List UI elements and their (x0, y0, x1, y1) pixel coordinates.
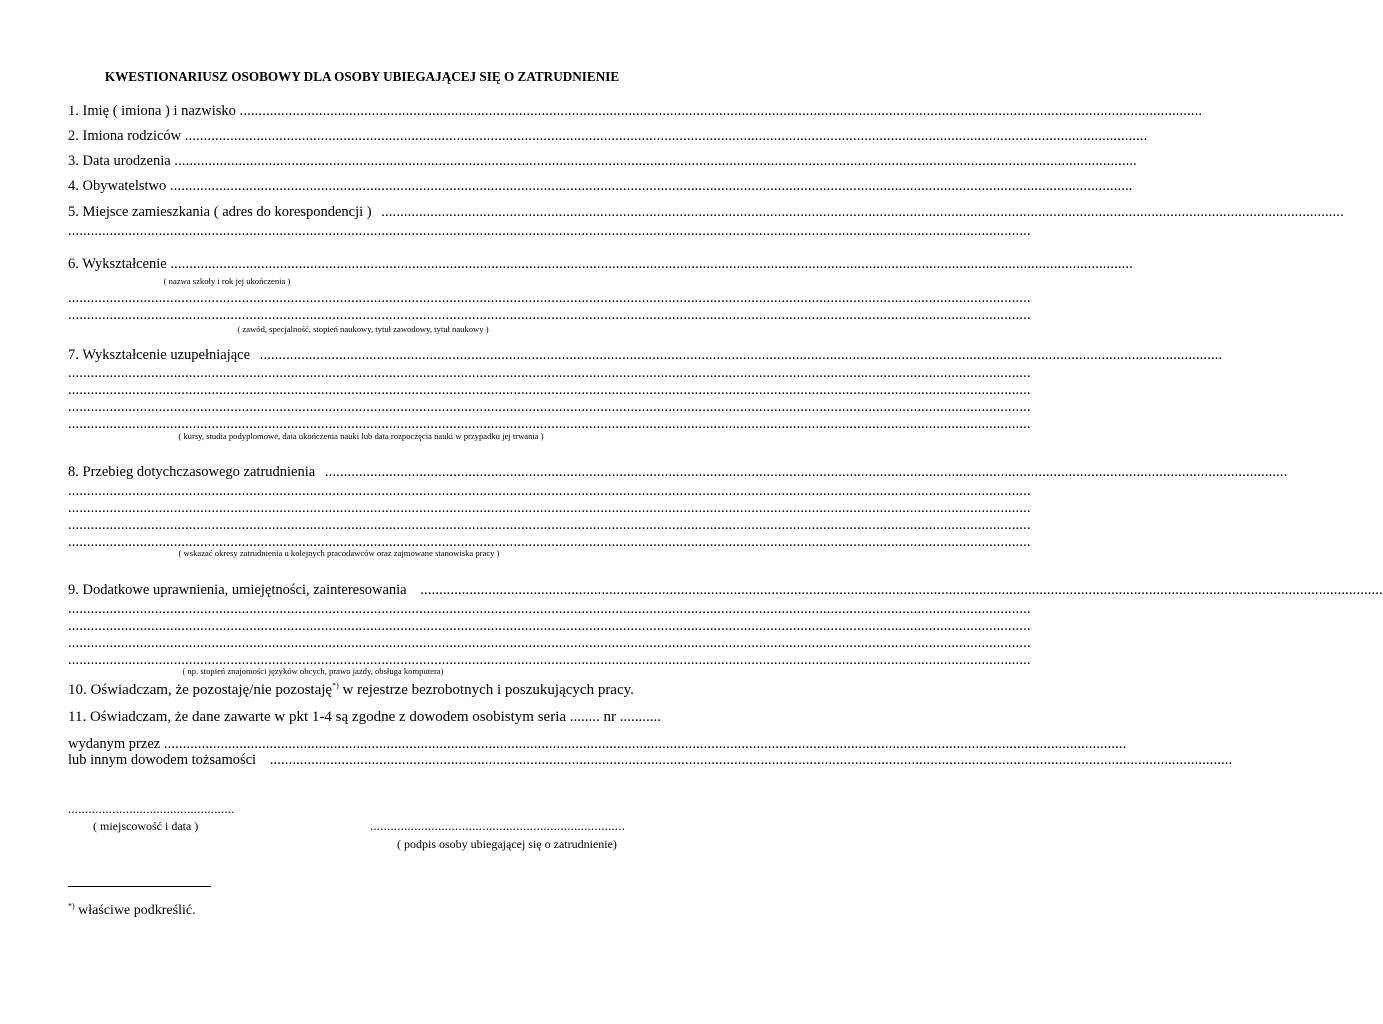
field-education-hint-profession: ( zawód, specjalność, stopień naukowy, tytuł zawodowy, tytuł naukowy ) (237, 324, 489, 334)
statement-unemployment-text-a: 10. Oświadczam, że pozostaję/nie pozostaję (68, 682, 333, 698)
field-additional-education-fill[interactable]: ............................................................................................................................................................................................................................................................... (259, 347, 1223, 363)
field-name-label: 1. Imię ( imiona ) i nazwisko (68, 103, 236, 119)
field-citizenship-fill[interactable]: ............................................................................................................................................................................................................................................................... (169, 178, 1133, 194)
place-date-label: ( miejscowość i data ) (93, 819, 199, 833)
document-title: KWESTIONARIUSZ OSOBOWY DLA OSOBY UBIEGAJĄCEJ SIĘ O ZATRUDNIENIE (104, 69, 620, 84)
field-citizenship-label: 4. Obywatelstwo (68, 178, 167, 194)
field-additional-education-line-4[interactable]: ............................................................................................................................................................................................................................................................... (68, 399, 1031, 415)
field-address-label: 5. Miejsce zamieszkania ( adres do korespondencji ) (68, 204, 372, 220)
field-skills-line-5[interactable]: ............................................................................................................................................................................................................................................................... (68, 652, 1031, 668)
field-additional-education-label: 7. Wykształcenie uzupełniające (68, 347, 251, 363)
field-other-id-row (68, 751, 1233, 769)
field-additional-education-line-5[interactable]: ............................................................................................................................................................................................................................................................... (68, 416, 1031, 432)
field-skills-line-4[interactable]: ............................................................................................................................................................................................................................................................... (68, 635, 1031, 651)
footnote-divider (68, 886, 211, 887)
field-education-label: 6. Wykształcenie (68, 256, 167, 272)
field-additional-education-row (68, 346, 1223, 364)
field-employment-hint: ( wskazać okresy zatrudnienia u kolejnych pracodawców oraz zajmowane stanowiska pracy ) (178, 548, 500, 558)
field-skills-hint: ( np. stopień znajomości języków obcych, prawo jazdy, obsługa komputera) (182, 666, 444, 676)
footnote-mark: *) (68, 901, 75, 911)
statement-unemployment-text-b: w rejestrze bezrobotnych i poszukujących pracy. (338, 682, 634, 698)
field-birthdate-label: 3. Data urodzenia (68, 153, 171, 169)
field-address-line-2[interactable]: ............................................................................................................................................................................................................................................................... (68, 223, 1031, 239)
field-employment-line-3[interactable]: ............................................................................................................................................................................................................................................................... (68, 500, 1031, 516)
field-issued-by-fill[interactable]: ............................................................................................................................................................................................................................................................... (163, 736, 1127, 752)
field-education-row (68, 255, 1133, 273)
field-citizenship-row (68, 177, 1133, 195)
field-employment-label: 8. Przebieg dotychczasowego zatrudnienia (68, 464, 316, 480)
field-address-row (68, 203, 1344, 221)
field-issued-by-label: wydanym przez (68, 736, 161, 752)
statement-footnote-mark: *) (332, 681, 339, 690)
field-skills-fill[interactable]: ............................................................................................................................................................................................................................................................... (420, 582, 1383, 598)
field-name-row (68, 102, 1203, 120)
place-date-fill[interactable]: ................................................. (68, 801, 235, 816)
field-employment-row (68, 463, 1288, 481)
field-name-fill[interactable]: ............................................................................................................................................................................................................................................................... (239, 103, 1203, 119)
field-other-id-label: lub innym dowodem tożsamości (68, 752, 257, 768)
field-additional-education-hint: ( kursy, studia podyplomowe, data ukończenia nauki lub data rozpoczęcia nauki w przypadku jej trwania ) (178, 431, 544, 441)
field-parents-label: 2. Imiona rodziców (68, 128, 182, 144)
field-other-id-fill[interactable]: ............................................................................................................................................................................................................................................................... (269, 752, 1233, 768)
statement-id-document: 11. Oświadczam, że dane zawarte w pkt 1-4 są zgodne z dowodem osobistym seria ........ nr ........... (68, 709, 662, 725)
field-education-fill[interactable]: ............................................................................................................................................................................................................................................................... (170, 256, 1133, 272)
field-birthdate-fill[interactable]: ............................................................................................................................................................................................................................................................... (174, 153, 1137, 169)
footnote (68, 902, 196, 920)
statement-unemployment-register (68, 681, 668, 699)
field-address-fill[interactable]: ............................................................................................................................................................................................................................................................... (381, 204, 1344, 220)
field-skills-label: 9. Dodatkowe uprawnienia, umiejętności, zainteresowania (68, 582, 407, 598)
field-additional-education-line-3[interactable]: ............................................................................................................................................................................................................................................................... (68, 382, 1031, 398)
field-employment-fill[interactable]: ............................................................................................................................................................................................................................................................... (324, 464, 1288, 480)
field-birthdate-row (68, 152, 1137, 170)
field-employment-line-4[interactable]: ............................................................................................................................................................................................................................................................... (68, 517, 1031, 533)
field-skills-row (68, 581, 1383, 599)
field-parents-fill[interactable]: ............................................................................................................................................................................................................................................................... (184, 128, 1148, 144)
field-education-line-3[interactable]: ............................................................................................................................................................................................................................................................... (68, 307, 1031, 323)
field-employment-line-2[interactable]: ............................................................................................................................................................................................................................................................... (68, 483, 1031, 499)
signature-label: ( podpis osoby ubiegającej się o zatrudnienie) (397, 837, 617, 851)
field-additional-education-line-2[interactable]: ............................................................................................................................................................................................................................................................... (68, 365, 1031, 381)
field-skills-line-3[interactable]: ............................................................................................................................................................................................................................................................... (68, 618, 1031, 634)
field-employment-line-5[interactable]: ............................................................................................................................................................................................................................................................... (68, 534, 1031, 550)
field-parents-row (68, 127, 1148, 145)
footnote-text: właściwe podkreślić. (74, 903, 196, 918)
field-education-line-2[interactable]: ............................................................................................................................................................................................................................................................... (68, 290, 1031, 306)
field-skills-line-2[interactable]: ............................................................................................................................................................................................................................................................... (68, 601, 1031, 617)
signature-fill[interactable]: ........................................................................... (370, 818, 625, 833)
field-education-hint-school: ( nazwa szkoły i rok jej ukończenia ) (163, 276, 291, 286)
